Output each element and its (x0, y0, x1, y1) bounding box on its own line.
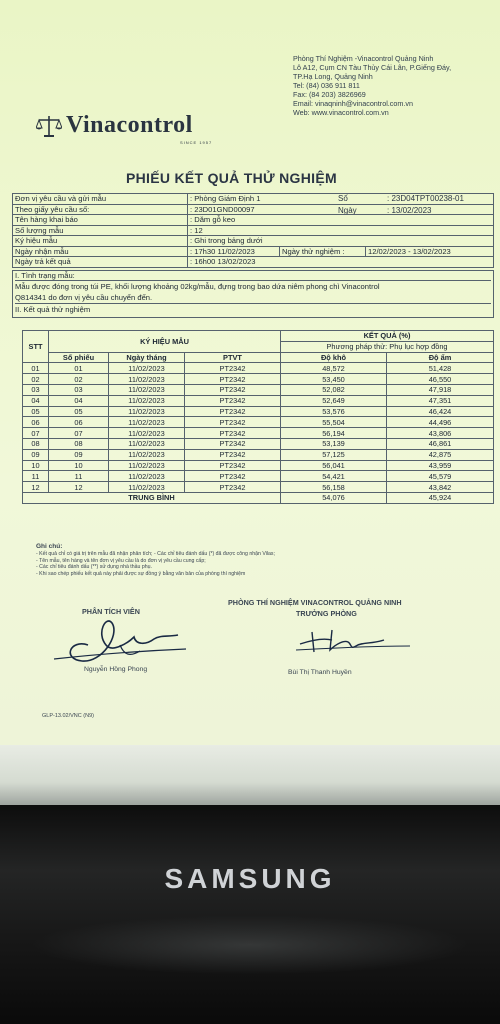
lab-header-line: Phòng Thí Nghiệm -Vinacontrol Quảng Ninh (293, 54, 434, 63)
row-ptvt: PT2342 (185, 471, 281, 482)
info-value: : 12 (188, 225, 494, 236)
analyst-signature (50, 615, 200, 667)
row-date: 11/02/2023 (109, 428, 185, 439)
row-stt: 10 (23, 460, 49, 471)
note-line: - Các chỉ tiêu đánh dấu (**) sử dụng nhà thầu phụ. (36, 564, 152, 571)
lab-header-line: Lô A12, Cụm CN Tàu Thủy Cái Lân, P.Giếng Đáy, (293, 63, 452, 72)
row-date: 11/02/2023 (109, 384, 185, 395)
row-ptvt: PT2342 (185, 374, 281, 385)
row-stt: 04 (23, 395, 49, 406)
col-stt: STT (23, 331, 49, 363)
info-row (13, 236, 494, 247)
table-row (23, 428, 494, 439)
row-sheet-no: 05 (49, 406, 109, 417)
row-moisture: 44,496 (387, 417, 494, 428)
row-stt: 08 (23, 438, 49, 449)
row-ptvt: PT2342 (185, 428, 281, 439)
row-sheet-no: 06 (49, 417, 109, 428)
row-date: 11/02/2023 (109, 363, 185, 374)
row-date: 11/02/2023 (109, 460, 185, 471)
row-moisture: 51,428 (387, 363, 494, 374)
row-date: 11/02/2023 (109, 374, 185, 385)
row-date: 11/02/2023 (109, 482, 185, 493)
row-moisture: 45,579 (387, 471, 494, 482)
lab-signature-heading: PHÒNG THÍ NGHIỆM VINACONTROL QUẢNG NINH (228, 598, 402, 607)
row-stt: 09 (23, 449, 49, 460)
form-code: GLP-13.02/VNC (N9) (42, 713, 94, 719)
row-ptvt: PT2342 (185, 395, 281, 406)
col-result: KẾT QUẢ (%) (281, 331, 494, 342)
table-row (23, 460, 494, 471)
section-heading: II. Kết quả thử nghiệm (15, 305, 91, 314)
monitor-stand-shadow (30, 915, 470, 975)
col-sheet-no: Số phiếu (49, 352, 109, 363)
row-moisture: 46,550 (387, 374, 494, 385)
analyst-name: Nguyễn Hồng Phong (84, 666, 148, 673)
info-label: Đơn vị yêu cầu và gửi mẫu (13, 194, 188, 205)
info-row (13, 215, 494, 226)
row-dry: 48,572 (281, 363, 387, 374)
info-row (13, 204, 494, 215)
row-sheet-no: 04 (49, 395, 109, 406)
row-stt: 12 (23, 482, 49, 493)
row-stt: 11 (23, 471, 49, 482)
results-table (22, 330, 494, 504)
table-row (23, 438, 494, 449)
table-row (23, 471, 494, 482)
lab-header-line: Fax: (84 203) 3826969 (293, 90, 366, 99)
table-row (23, 374, 494, 385)
row-dry: 54,421 (281, 471, 387, 482)
test-date-value: 12/02/2023 - 13/02/2023 (366, 246, 494, 257)
lab-header-line: Email: vinaqninh@vinacontrol.com.vn (293, 99, 413, 108)
col-dry: Độ khô (281, 352, 387, 363)
info-value: : Dăm gỗ keo (188, 215, 494, 226)
info-label: Ngày trả kết quả (13, 257, 188, 268)
lab-header-line: Tel: (84) 036 911 811 (293, 81, 360, 90)
row-sheet-no: 10 (49, 460, 109, 471)
report-title: PHIẾU KẾT QUẢ THỬ NGHIỆM (126, 170, 337, 186)
info-value: : 16h00 13/02/2023 (188, 257, 494, 268)
info-row (13, 257, 494, 268)
row-sheet-no: 07 (49, 428, 109, 439)
col-date: Ngày tháng (109, 352, 185, 363)
row-dry: 56,194 (281, 428, 387, 439)
lab-header-line: Web: www.vinacontrol.com.vn (293, 108, 389, 117)
table-row (23, 395, 494, 406)
report-date-label: Ngày (338, 206, 357, 215)
row-stt: 07 (23, 428, 49, 439)
note-line: - Khi sao chép phiếu kết quả này phải được sự đồng ý bằng văn bản của phòng thí nghiệm (36, 571, 246, 578)
row-dry: 52,649 (281, 395, 387, 406)
info-value: : Phòng Giám Định 1 (188, 194, 494, 205)
row-stt: 03 (23, 384, 49, 395)
row-stt: 05 (23, 406, 49, 417)
row-stt: 02 (23, 374, 49, 385)
average-label: TRUNG BÌNH (23, 492, 281, 503)
row-date: 11/02/2023 (109, 449, 185, 460)
table-row (23, 482, 494, 493)
monitor-brand-logo: SAMSUNG (164, 863, 336, 894)
sample-condition-section (12, 270, 494, 318)
head-name: Bùi Thị Thanh Huyền (288, 669, 352, 676)
sample-condition-text: Mẫu được đóng trong túi PE, khối lượng khoảng 02kg/mẫu, đựng trong bao dứa niêm phong chì Vinacontrol (15, 282, 380, 291)
monitor-bezel (0, 745, 500, 807)
row-moisture: 47,351 (387, 395, 494, 406)
table-row (23, 363, 494, 374)
row-dry: 56,158 (281, 482, 387, 493)
row-sheet-no: 01 (49, 363, 109, 374)
monitor-frame (0, 805, 500, 1024)
row-dry: 52,082 (281, 384, 387, 395)
row-date: 11/02/2023 (109, 406, 185, 417)
report-number-label: Số (338, 194, 348, 203)
section-heading: I. Tình trạng mẫu: (15, 271, 491, 281)
row-moisture: 43,842 (387, 482, 494, 493)
note-line: - Kết quả chỉ có giá trị trên mẫu đã nhận phân tích; - Các chỉ tiêu đánh dấu (*) đã được công nhận Vilas; (36, 550, 275, 557)
row-dry: 53,576 (281, 406, 387, 417)
row-date: 11/02/2023 (109, 438, 185, 449)
row-sheet-no: 02 (49, 374, 109, 385)
info-row (13, 225, 494, 236)
table-row (23, 449, 494, 460)
row-sheet-no: 12 (49, 482, 109, 493)
col-ptvt: PTVT (185, 352, 281, 363)
row-ptvt: PT2342 (185, 406, 281, 417)
head-signature (292, 622, 417, 662)
vinacontrol-logo (36, 112, 193, 139)
info-row (13, 246, 494, 257)
analyst-title: PHÂN TÍCH VIÊN (82, 607, 140, 616)
row-ptvt: PT2342 (185, 449, 281, 460)
row-ptvt: PT2342 (185, 482, 281, 493)
col-method: Phương pháp thử: Phụ lục hợp đồng (281, 341, 494, 352)
lab-header-line: TP.Hạ Long, Quảng Ninh (293, 72, 373, 81)
row-ptvt: PT2342 (185, 460, 281, 471)
info-value: : Ghi trong bảng dưới (188, 236, 494, 247)
row-ptvt: PT2342 (185, 363, 281, 374)
info-label: Số lượng mẫu (13, 225, 188, 236)
row-ptvt: PT2342 (185, 438, 281, 449)
row-ptvt: PT2342 (185, 384, 281, 395)
row-stt: 01 (23, 363, 49, 374)
info-value: : 23D01GND00097 (188, 204, 494, 215)
notes-heading: Ghi chú: (36, 543, 63, 550)
info-label: Theo giấy yêu cầu số: (13, 204, 188, 215)
row-ptvt: PT2342 (185, 417, 281, 428)
row-sheet-no: 11 (49, 471, 109, 482)
row-moisture: 47,918 (387, 384, 494, 395)
row-dry: 53,450 (281, 374, 387, 385)
row-dry: 53,139 (281, 438, 387, 449)
info-label: Ký hiệu mẫu (13, 236, 188, 247)
report-date-value: : 13/02/2023 (387, 206, 432, 215)
average-row (23, 492, 494, 503)
row-moisture: 42,875 (387, 449, 494, 460)
head-title: TRƯỞNG PHÒNG (296, 609, 357, 618)
row-sheet-no: 08 (49, 438, 109, 449)
row-date: 11/02/2023 (109, 417, 185, 428)
table-row (23, 406, 494, 417)
scales-icon (36, 114, 62, 138)
col-sample-code: KÝ HIỆU MẪU (49, 331, 281, 353)
row-dry: 56,041 (281, 460, 387, 471)
row-moisture: 43,959 (387, 460, 494, 471)
table-row (23, 417, 494, 428)
row-moisture: 46,861 (387, 438, 494, 449)
note-line: - Tên mẫu, tên hàng và tên đơn vị yêu cầu là do đơn vị yêu cầu cung cấp; (36, 557, 206, 564)
info-value: : 17h30 11/02/2023 (188, 246, 280, 257)
average-dry: 54,076 (281, 492, 387, 503)
sample-info-table (12, 193, 494, 268)
row-date: 11/02/2023 (109, 471, 185, 482)
info-row (13, 194, 494, 205)
row-stt: 06 (23, 417, 49, 428)
row-sheet-no: 09 (49, 449, 109, 460)
table-row (23, 384, 494, 395)
results-body (23, 363, 494, 493)
info-label: Tên hàng khai báo (13, 215, 188, 226)
row-moisture: 43,806 (387, 428, 494, 439)
row-moisture: 46,424 (387, 406, 494, 417)
row-dry: 55,504 (281, 417, 387, 428)
row-sheet-no: 03 (49, 384, 109, 395)
row-date: 11/02/2023 (109, 395, 185, 406)
sample-condition-text: Q814341 do đơn vị yêu cầu chuyển đến. (15, 292, 491, 304)
logo-wordmark: Vinacontrol (66, 112, 193, 138)
row-dry: 57,125 (281, 449, 387, 460)
test-date-label: Ngày thử nghiệm : (280, 246, 366, 257)
col-moisture: Độ ẩm (387, 352, 494, 363)
info-label: Ngày nhận mẫu (13, 246, 188, 257)
notes-block (36, 544, 488, 578)
report-number-value: : 23D04TPT00238-01 (387, 194, 464, 203)
logo-since: SINCE 1957 (180, 140, 213, 145)
lab-contact-block (293, 54, 493, 117)
average-moisture: 45,924 (387, 492, 494, 503)
